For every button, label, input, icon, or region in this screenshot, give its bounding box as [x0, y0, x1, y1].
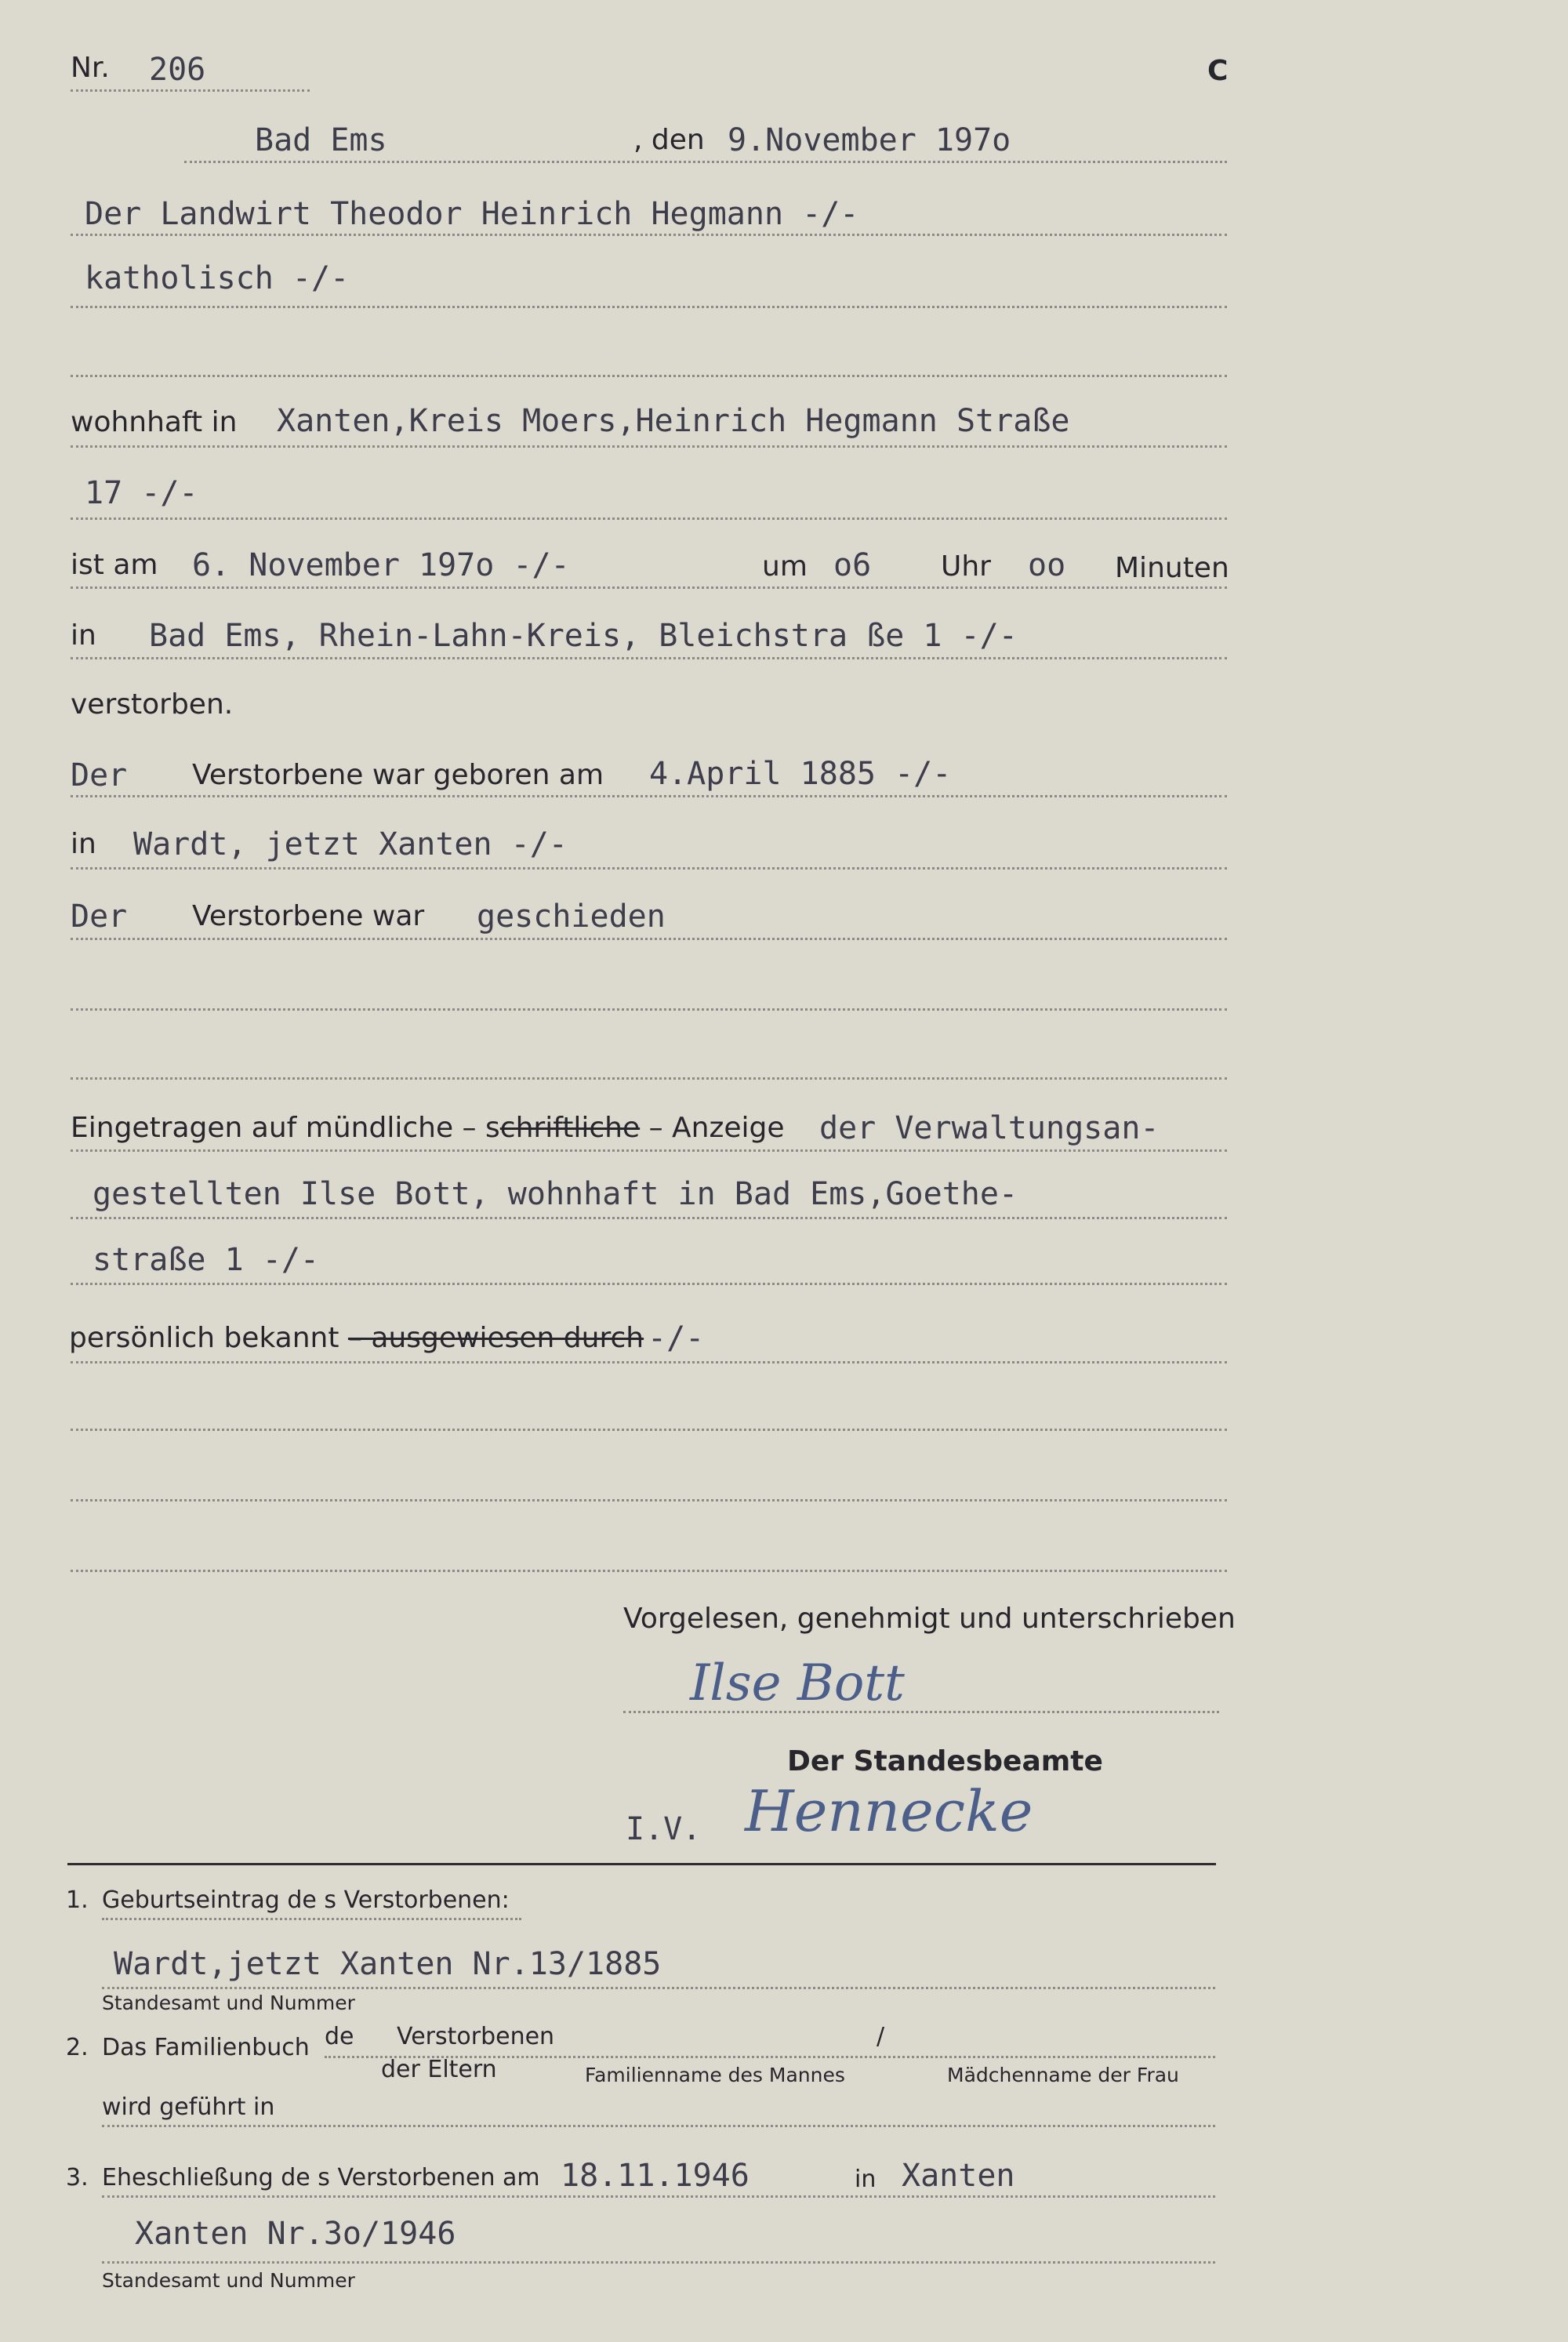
signing-text: Vorgelesen, genehmigt und unterschrieben	[623, 1603, 1236, 1635]
note2-label2: wird geführt in	[102, 2093, 275, 2121]
iv-label: I.V.	[626, 1811, 702, 1847]
record-date: 9.November 197o	[728, 122, 1011, 158]
marriage-date: 18.11.1946	[561, 2158, 750, 2194]
identity-value: -/-	[648, 1320, 705, 1356]
birth-date: 4.April 1885 -/-	[649, 756, 952, 792]
official-signature: Hennecke	[745, 1778, 1033, 1844]
note3-in: in	[855, 2166, 877, 2193]
note2-caption-husband: Familienname des Mannes	[585, 2064, 845, 2086]
marital-status: geschieden	[477, 899, 666, 935]
um-label: um	[762, 550, 808, 583]
note2-verst: Verstorbenen	[397, 2023, 555, 2050]
note3-label: Eheschließung de s Verstorbenen am	[102, 2164, 540, 2191]
note2-label: Das Familienbuch	[102, 2034, 310, 2061]
place: Bad Ems	[255, 122, 387, 158]
note2-de: de	[325, 2023, 354, 2050]
status-der: Der	[71, 899, 128, 935]
note1-num: 1.	[66, 1886, 89, 1914]
religion: katholisch -/-	[85, 260, 350, 296]
uhr-label: Uhr	[941, 550, 991, 583]
nr-label: Nr.	[71, 52, 110, 84]
note1-value: Wardt,jetzt Xanten Nr.13/1885	[114, 1946, 662, 1982]
den-label: , den	[633, 124, 705, 156]
identity-label: persönlich bekannt – ausgewiesen durch	[69, 1322, 644, 1354]
death-date-label: ist am	[71, 549, 158, 581]
death-date: 6. November 197o -/-	[192, 547, 570, 583]
death-place-label: in	[71, 619, 96, 652]
note2-num: 2.	[66, 2034, 89, 2061]
registration-line3: straße 1 -/-	[93, 1242, 319, 1278]
official-title: Der Standesbeamte	[787, 1745, 1103, 1777]
marriage-place: Xanten	[902, 2158, 1015, 2194]
birth-place-label: in	[71, 828, 96, 860]
struck-id: – ausgewiesen durch	[347, 1322, 644, 1354]
death-minute: oo	[1028, 547, 1066, 583]
note3-num: 3.	[66, 2164, 89, 2191]
note1-label: Geburtseintrag de s Verstorbenen:	[102, 1886, 510, 1914]
note2-caption-wife: Mädchenname der Frau	[947, 2064, 1179, 2086]
birth-place: Wardt, jetzt Xanten -/-	[133, 826, 568, 862]
note3-value: Xanten Nr.3o/1946	[135, 2216, 456, 2252]
note3-caption: Standesamt und Nummer	[102, 2269, 355, 2292]
death-hour: o6	[833, 547, 872, 583]
registration-line2: gestellten Ilse Bott, wohnhaft in Bad Ems,Goethe-	[93, 1176, 1018, 1212]
birth-der: Der	[71, 757, 128, 793]
informant-signature: Ilse Bott	[690, 1654, 905, 1712]
minuten-label: Minuten	[1115, 552, 1229, 584]
residence-label: wohnhaft in	[71, 406, 238, 438]
residence-line1: Xanten,Kreis Moers,Heinrich Hegmann Straße	[277, 403, 1070, 439]
status-label: Verstorbene war	[192, 900, 425, 932]
registration-label: Eingetragen auf mündliche – schriftliche – Anzeige	[71, 1112, 785, 1144]
note2-slash: /	[877, 2023, 885, 2050]
residence-line2: 17 -/-	[85, 475, 198, 511]
registration-line1: der Verwaltungsan-	[819, 1110, 1160, 1146]
nr-value: 206	[149, 52, 206, 88]
died-label: verstorben.	[71, 688, 234, 721]
birth-label: Verstorbene war geboren am	[192, 759, 604, 791]
note1-caption: Standesamt und Nummer	[102, 1992, 355, 2014]
form-letter: C	[1207, 55, 1229, 87]
note2-eltern: der Eltern	[381, 2056, 497, 2083]
death-place: Bad Ems, Rhein-Lahn-Kreis, Bleichstra ße 1 -/-	[149, 618, 1018, 654]
struck-written: chriftliche	[499, 1112, 641, 1144]
deceased-name: Der Landwirt Theodor Heinrich Hegmann -/-	[85, 196, 859, 232]
